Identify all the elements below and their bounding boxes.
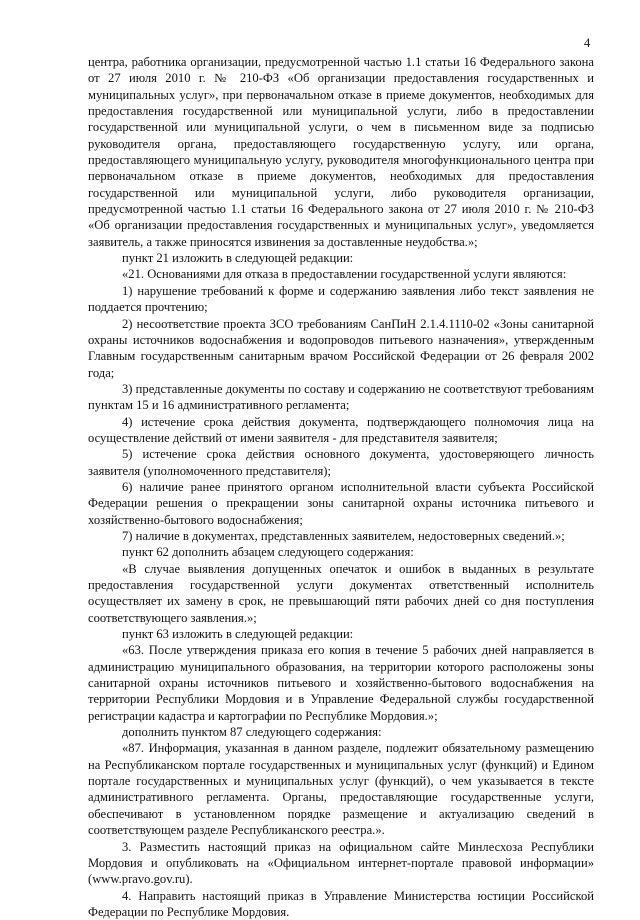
paragraph-point-21: «21. Основаниями для отказа в предоставлении государственной услуги являются: (122, 267, 567, 282)
paragraph-point-63: «63. После утверждения приказа его копия в течение 5 рабочих дней направляется в администрацию муниципального образования, на территории которого расположены зоны санитарной охраны источников питьевого и хозяйственно-бытового водоснабжения на территории Республики Мордовия и в Управление Федеральной службы государственной регистрации кадастра и картографии по Республике Мордовия.»; (88, 643, 594, 723)
paragraph-clause-4: 4. Направить настоящий приказ в Управление Министерства юстиции Российской Федерации по Республике Мордовия. (88, 888, 594, 919)
paragraph-point-87: «87. Информация, указанная в данном разделе, подлежит обязательному размещению на Республиканском портале государственных и муниципальных услуг (функций) и Едином портале государственных и муниципальных услуг (функций), о чем указывается в тексте административного регламента. Органы, предоставляющие государственные услуги, обеспечивают в установленном порядке размещение и актуализацию сведений в соответствующем разделе Республиканского реестра.». (88, 741, 594, 838)
paragraph-item-1: 1) нарушение требований к форме и содержанию заявления либо текст заявления не поддается прочтению; (88, 283, 594, 315)
paragraph-item-3: 3) представленные документы по составу и содержанию не соответствуют требованиям пунктам 15 и 16 административного регламента; (88, 381, 594, 413)
paragraph-item-7: 7) наличие в документах, представленных заявителем, недостоверных сведений.»; (122, 528, 565, 543)
paragraph-point-63-intro: пункт 63 изложить в следующей редакции: (122, 627, 354, 642)
paragraph-point-62: «В случае выявления допущенных опечаток и ошибок в выданных в результате предоставления государственной услуги документах ответственный исполнитель осуществляет их замену в срок, не превышающий пяти рабочих дней со дня поступления соответствующего заявления.»; (88, 561, 594, 625)
paragraph-item-6: 6) наличие ранее принятого органом исполнительной власти субъекта Российской Федерации решения о прекращении зоны санитарной охраны источника питьевого и хозяйственно-бытового водоснабжения; (88, 479, 594, 527)
paragraph-item-2: 2) несоответствие проекта ЗСО требованиям СанПиН 2.1.4.1110-02 «Зоны санитарной охраны источников водоснабжения и водопроводов питьевого назначения», утвержденным Главным государственным санитарным врачом Российской Федерации от 26 февраля 2002 года; (88, 316, 594, 380)
paragraph-point-21-intro: пункт 21 изложить в следующей редакции: (122, 251, 354, 266)
document-body (88, 54, 594, 920)
paragraph-point-62-intro: пункт 62 дополнить абзацем следующего содержания: (122, 545, 414, 560)
paragraph-clause-3: 3. Разместить настоящий приказ на официальном сайте Минлесхоза Республики Мордовия и опубликовать на «Официальном интернет-портале правовой информации» (www.pravo.gov.ru). (88, 839, 594, 887)
paragraph-item-5: 5) истечение срока действия основного документа, удостоверяющего личность заявителя (уполномоченного представителя); (88, 447, 594, 478)
paragraph-item-4: 4) истечение срока действия документа, подтверждающего полномочия лица на осуществление действий от имени заявителя - для представителя заявителя; (88, 414, 594, 445)
page-number: 4 (584, 36, 591, 50)
paragraph-point-87-intro: дополнить пунктом 87 следующего содержания: (122, 725, 382, 740)
paragraph-continuation: центра, работника организации, предусмотренной частью 1.1 статьи 16 Федерального закона от 27 июля 2010 г. № 210-ФЗ «Об организации предоставления государственных и муниципальных услуг», при первоначальном отказе в приеме документов, необходимых для предоставления государственной или муниципальной услуги, либо в предоставлении государственной или муниципальной услуги, о чем в письменном виде за подписью руководителя органа, предоставляющего государственную услугу, или органа, предоставляющего муниципальную услугу, руководителя многофункционального центра при первоначальном отказе в приеме документов, необходимых для предоставления государственной или муниципальной услуги, либо руководителя организации, предусмотренной частью 1.1 статьи 16 Федерального закона от 27 июля 2010 г. № 210-ФЗ «Об организации предоставления государственных и муниципальных услуг», уведомляется заявитель, а также приносятся извинения за доставленные неудобства.»; (88, 55, 594, 249)
